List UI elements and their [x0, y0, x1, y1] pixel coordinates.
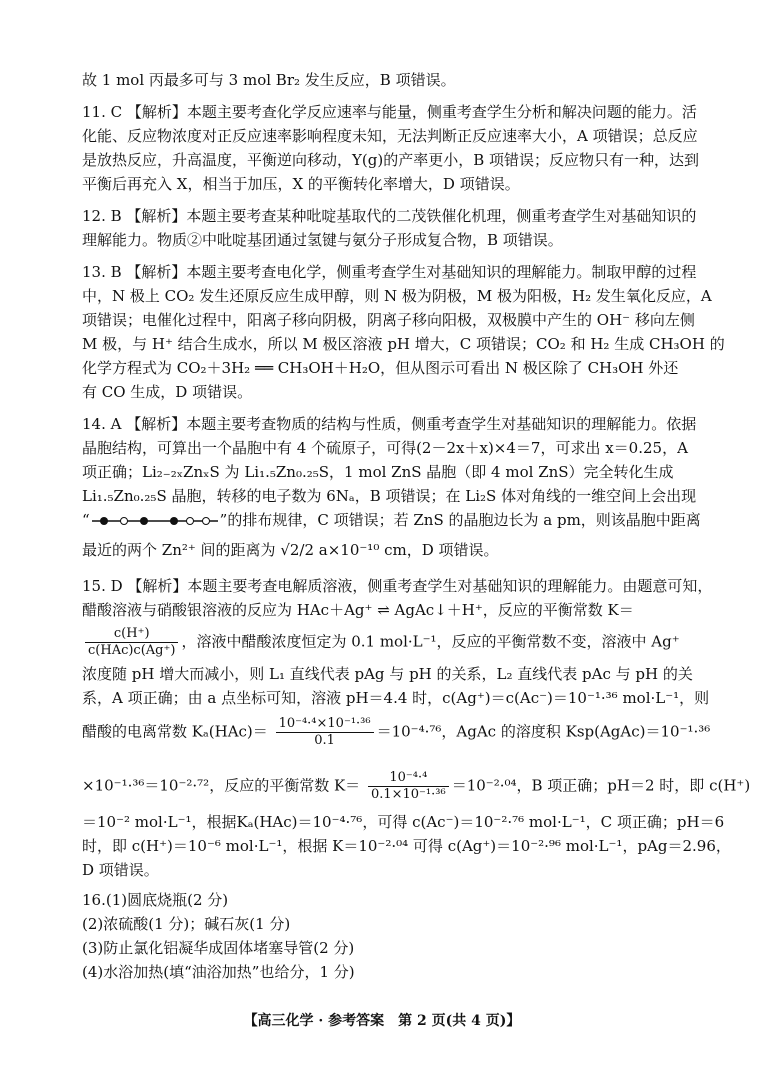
text-line: (4)水浴加热(填“油浴加热”也给分，1 分) [82, 963, 355, 981]
text-line: 16.(1)圆底烧瓶(2 分) [82, 891, 229, 909]
text-line: (2)浓硫酸(1 分)；碱石灰(1 分) [82, 915, 291, 933]
text-line: 最近的两个 Zn²⁺ 间的距离为 √2/2 a×10⁻¹⁰ cm，D 项错误。 [82, 541, 499, 559]
text-line: ＝10⁻² mol·L⁻¹，根据Kₐ(HAc)＝10⁻⁴·⁷⁶，可得 c(Ac⁻)＝10⁻²·⁷⁶ mol·L⁻¹，C 项正确；pH＝6 [82, 813, 725, 831]
text-line: 14. A 【解析】本题主要考查物质的结构与性质，侧重考查学生对基础知识的理解能力。依据 [82, 415, 697, 433]
atom-chain-diagram [90, 515, 220, 527]
text-line: 系，A 项正确；由 a 点坐标可知，溶液 pH＝4.4 时，c(Ag⁺)＝c(Ac⁻)＝10⁻¹·³⁶ mol·L⁻¹，则 [82, 689, 710, 707]
text-line: 15. D 【解析】本题主要考查电解质溶液，侧重考查学生对基础知识的理解能力。由题意可知， [82, 577, 713, 595]
text-line: 理解能力。物质②中吡啶基团通过氢键与氨分子形成复合物，B 项错误。 [82, 231, 563, 249]
text-line: 项错误；电催化过程中，阳离子移向阴极，阴离子移向阳极，双极膜中产生的 OH⁻ 移向左侧 [82, 311, 695, 329]
text-line: 浓度随 pH 增大而减小，则 L₁ 直线代表 pAg 与 pH 的关系，L₂ 直线代表 pAc 与 pH 的关 [82, 665, 693, 683]
text-line: “ ”的排布规律，C 项错误；若 ZnS 的晶胞边长为 a pm，则该晶胞中距离 [82, 511, 701, 529]
text-line: 平衡后再充入 X，相当于加压，X 的平衡转化率增大，D 项错误。 [82, 175, 520, 193]
text-line: (3)防止氯化铝凝华成固体堵塞导管(2 分) [82, 939, 355, 957]
text-line: 化能、反应物浓度对正反应速率影响程度未知，无法判断正反应速率大小，A 项错误；总反应 [82, 127, 698, 145]
text-line: 是放热反应，升高温度，平衡逆向移动，Y(g)的产率更小，B 项错误；反应物只有一种，达到 [82, 151, 700, 169]
text-line: 12. B 【解析】本题主要考查某种吡啶基取代的二茂铁催化机理，侧重考查学生对基础知识的 [82, 207, 697, 225]
text-line: 13. B 【解析】本题主要考查电化学，侧重考查学生对基础知识的理解能力。制取甲醇的过程 [82, 263, 697, 281]
fraction-k: $\frac{c(H^+)}{\text{c(HAc)c(Ag⁺)}}$ [85, 626, 178, 659]
text-line: M 极，与 H⁺ 结合生成水，所以 M 极区溶液 pH 增大，C 项错误；CO₂ 和 H₂ 生成 CH₃OH 的 [82, 335, 725, 353]
text-line: 醋酸的电离常数 Kₐ(HAc)＝ $\frac{\text{10⁻⁴·⁴×10⁻¹·³⁶}}{0.1}$ ＝10⁻⁴·⁷⁶，AgAc 的溶度积 Ksp(AgAc)＝10⁻¹·³⁶ [82, 716, 711, 748]
text-line: 有 CO 生成，D 项错误。 [82, 383, 253, 401]
text-line: ×10⁻¹·³⁶＝10⁻²·⁷²，反应的平衡常数 K＝ $\frac{\text{10⁻⁴·⁴}}{\text{0.1×10⁻¹·³⁶}}$ ＝10⁻²·⁰⁴，B 项正确；pH＝2 时，即 c(H⁺) [82, 770, 751, 802]
text-line: Li₁.₅Zn₀.₂₅S 晶胞，转移的电子数为 6Nₐ，B 项错误；在 Li₂S 体对角线的一维空间上会出现 [82, 487, 697, 505]
text-line: 晶胞结构，可算出一个晶胞中有 4 个硫原子，可得(2－2x＋x)×4＝7，可求出 x＝0.25，A [82, 439, 688, 457]
text-line-tail: 的排布规律，C 项错误；若 ZnS 的晶胞边长为 a pm，则该晶胞中距离 [227, 511, 701, 529]
text-line: 故 1 mol 丙最多可与 3 mol Br₂ 发生反应，B 项错误。 [82, 71, 456, 89]
fraction-ka: $\frac{\text{10⁻⁴·⁴×10⁻¹·³⁶}}{0.1}$ [276, 716, 374, 749]
fraction-k2: $\frac{\text{10⁻⁴·⁴}}{\text{0.1×10⁻¹·³⁶}}$ [368, 770, 449, 803]
text-line: 中，N 极上 CO₂ 发生还原反应生成甲醇，则 N 极为阴极，M 极为阳极，H₂ 发生氧化反应，A [82, 287, 712, 305]
text-line: 11. C 【解析】本题主要考查化学反应速率与能量，侧重考查学生分析和解决问题的能力。活 [82, 103, 697, 121]
page-footer: 【高三化学 · 参考答案 第 2 页(共 4 页)】 [243, 1013, 521, 1029]
text-line: 时，即 c(H⁺)＝10⁻⁶ mol·L⁻¹，根据 K＝10⁻²·⁰⁴ 可得 c(Ag⁺)＝10⁻²·⁹⁶ mol·L⁻¹，pAg＝2.96， [82, 837, 731, 855]
text-line: 醋酸溶液与硝酸银溶液的反应为 HAc＋Ag⁺ ⇌ AgAc↓＋H⁺，反应的平衡常数 K＝ [82, 601, 634, 619]
text-line: 项正确；Li₂₋₂ₓZnₓS 为 Li₁.₅Zn₀.₂₅S，1 mol ZnS 晶胞（即 4 mol ZnS）完全转化生成 [82, 463, 674, 481]
text-line: 化学方程式为 CO₂＋3H₂ ══ CH₃OH＋H₂O，但从图示可看出 N 极区除了 CH₃OH 外还 [82, 359, 679, 377]
text-line: D 项错误。 [82, 861, 159, 879]
text-line: $\frac{c(H^+)}{\text{c(HAc)c(Ag⁺)}}$ ，溶液中醋酸浓度恒定为 0.1 mol·L⁻¹，反应的平衡常数不变，溶液中 Ag⁺ [82, 626, 680, 659]
